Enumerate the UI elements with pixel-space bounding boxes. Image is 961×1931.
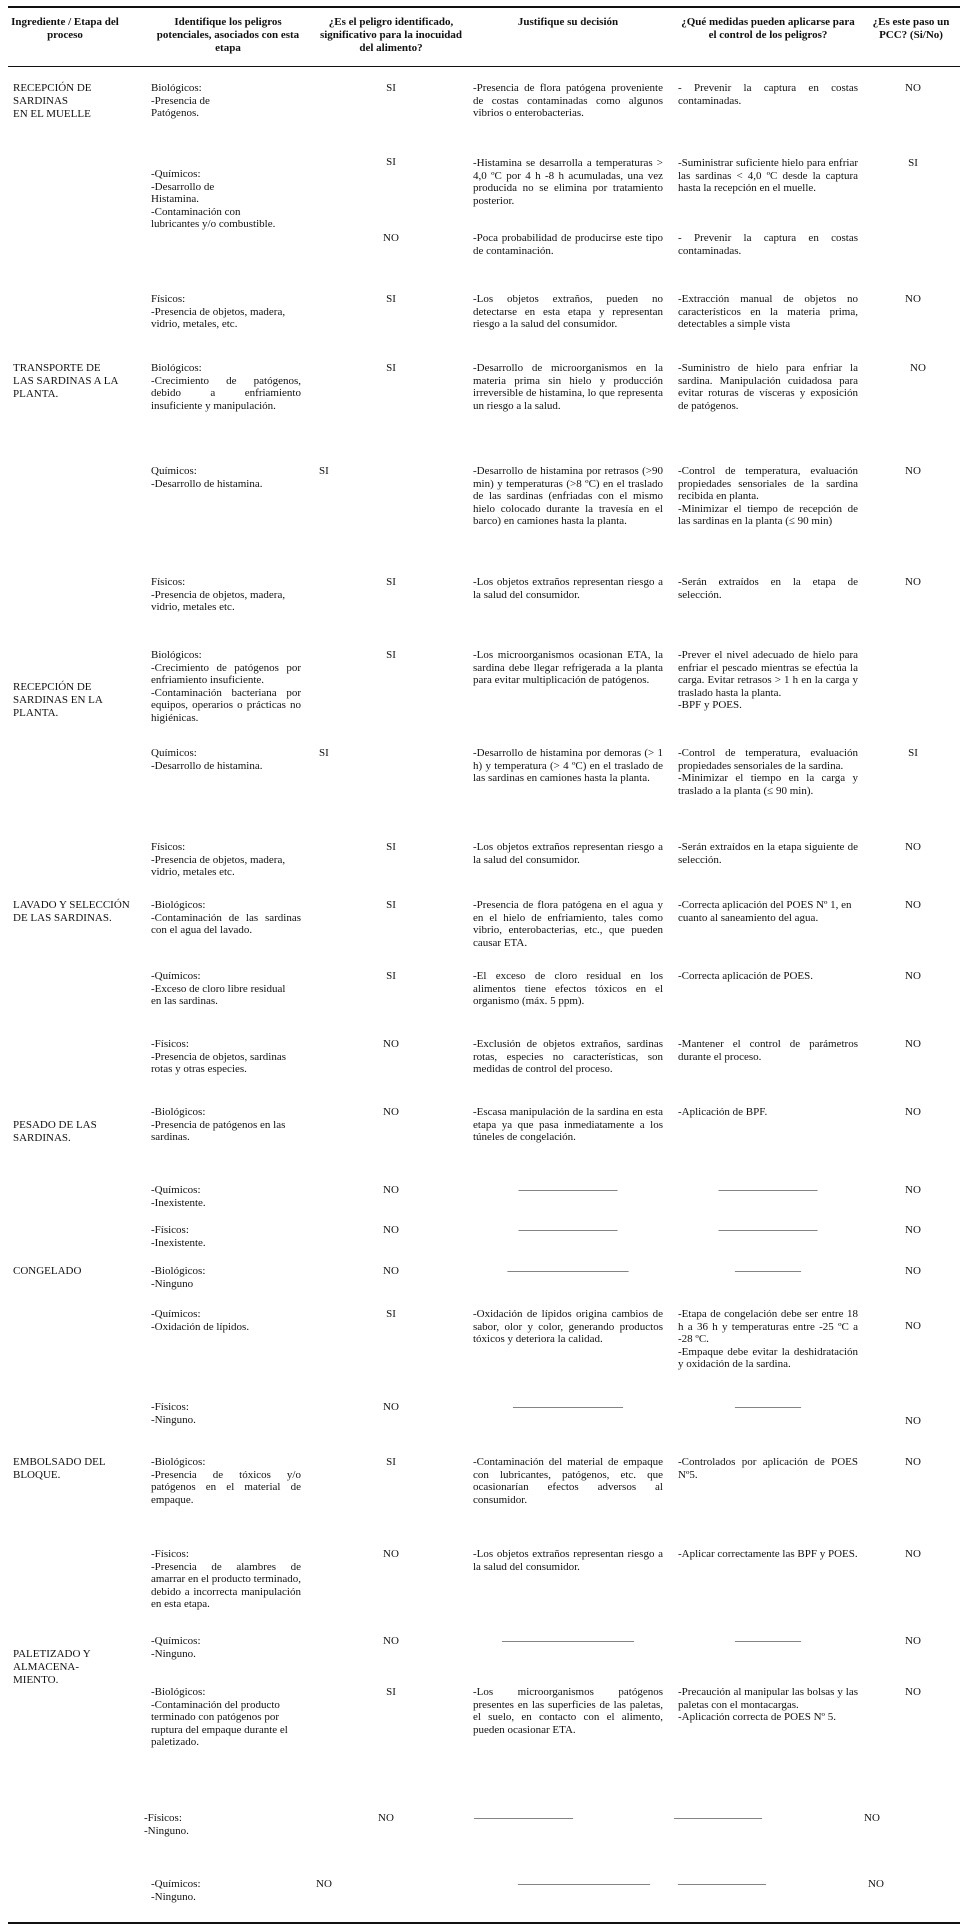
control-measure-cell: ————————: [678, 1878, 766, 1890]
significance-cell: SI: [386, 970, 396, 982]
control-measure-cell: -Serán extraídos en la etapa siguiente de selección.: [678, 841, 858, 866]
pcc-cell: NO: [905, 970, 921, 982]
significance-cell: NO: [378, 1812, 394, 1824]
justification-cell: ——————————: [513, 1401, 623, 1413]
justification-cell: -Presencia de flora patógena en el agua y en el hielo de enfriamiento, tales como vibrio, enterobacterias, etc., que pueden causar ETA.: [473, 899, 663, 949]
control-measure-cell: -Prever el nivel adecuado de hielo para enfriar el pescado mientras se efectúa la carga. Evitar retrasos > 1 h en la carga y traslado hasta la planta. -BPF y POES.: [678, 649, 858, 711]
hazard-cell: Biológicos: -Presencia de Patógenos.: [151, 82, 210, 119]
stage-name: RECEPCIÓN DE SARDINAS EN LA PLANTA.: [13, 681, 103, 719]
justification-cell: ————————————: [518, 1878, 650, 1890]
pcc-cell: NO: [868, 1878, 884, 1890]
pcc-cell: NO: [905, 465, 921, 477]
justification-cell: -Histamina se desarrolla a temperaturas > 4,0 ºC por 4 h -8 h acumuladas, una vez producida no se elimina por tratamiento posterior.: [473, 157, 663, 207]
hazard-cell: Físicos: -Presencia de objetos, madera, vidrio, metales etc.: [151, 576, 286, 613]
pcc-cell: NO: [905, 1635, 921, 1647]
pcc-cell: NO: [905, 899, 921, 911]
hazard-cell: -Físicos: -Presencia de alambres de amarrar en el producto terminado, debido a incorrecta manipulación en esta etapa.: [151, 1548, 301, 1610]
significance-cell: NO: [383, 1635, 399, 1647]
stage-name: PESADO DE LAS SARDINAS.: [13, 1119, 97, 1144]
pcc-cell: SI: [908, 747, 918, 759]
hazard-cell: -Biológicos: -Presencia de tóxicos y/o patógenos en el material de empaque.: [151, 1456, 301, 1506]
justification-cell: ———————————: [507, 1265, 629, 1277]
hazard-cell: -Químicos: -Ninguno.: [151, 1878, 201, 1903]
control-measure-cell: - Prevenir la captura en costas contaminadas.: [678, 232, 858, 257]
justification-cell: -Los objetos extraños representan riesgo a la salud del consumidor.: [473, 1548, 663, 1573]
significance-cell: SI: [386, 1456, 396, 1468]
header-hazards: Identifique los peligros potenciales, asociados con esta etapa: [156, 16, 300, 54]
control-measure-cell: -Suministro de hielo para enfriar la sardina. Manipulación cuidadosa para evitar roturas de vísceras y exposición de patógenos.: [678, 362, 858, 412]
pcc-cell: NO: [905, 1265, 921, 1277]
pcc-cell: NO: [905, 1320, 921, 1332]
justification-cell: —————————: [474, 1812, 573, 1824]
significance-cell: SI: [319, 747, 329, 759]
significance-cell: NO: [316, 1878, 332, 1890]
header-justify: Justifique su decisión: [517, 16, 619, 28]
justification-cell: -Desarrollo de microorganismos en la materia prima sin hielo y producción irreversible de histamina, lo que representa un riesgo a la salud.: [473, 362, 663, 412]
hazard-cell: -Químicos: -Exceso de cloro libre residual en las sardinas.: [151, 970, 286, 1007]
pcc-cell: NO: [905, 293, 921, 305]
significance-cell: SI: [386, 649, 396, 661]
control-measure-cell: - Prevenir la captura en costas contaminadas.: [678, 82, 858, 107]
control-measure-cell: ——————: [735, 1401, 801, 1413]
pcc-cell: NO: [905, 1415, 921, 1427]
control-measure-cell: —————————: [718, 1224, 818, 1236]
control-measure-cell: -Aplicar correctamente las BPF y POES.: [678, 1548, 858, 1560]
justification-cell: -Los microorganismos ocasionan ETA, la sardina debe llegar refrigerada a la planta para evitar multiplicación de patógenos.: [473, 649, 663, 686]
justification-cell: -Desarrollo de histamina por retrasos (>90 min) y temperaturas (>8 ºC) en el traslado de las sardinas (enfriadas con el mismo hielo colocado durante la travesía en el barco) en camiones hasta la planta.: [473, 465, 663, 527]
significance-cell: NO: [383, 232, 399, 244]
justification-cell: -Desarrollo de histamina por demoras (> 1 h) y temperatura (> 4 ºC) en el traslado de las sardinas en camiones hasta la planta.: [473, 747, 663, 784]
significance-cell: NO: [383, 1401, 399, 1413]
control-measure-cell: -Correcta aplicación del POES Nº 1, en cuanto al saneamiento del agua.: [678, 899, 852, 924]
significance-cell: SI: [386, 841, 396, 853]
hazard-cell: Físicos: -Presencia de objetos, madera, vidrio, metales etc.: [151, 841, 286, 878]
significance-cell: SI: [386, 576, 396, 588]
significance-cell: SI: [386, 1308, 396, 1320]
control-measure-cell: -Precaución al manipular las bolsas y las paletas con el montacargas. -Aplicación correcta de POES Nº 5.: [678, 1686, 858, 1723]
pcc-cell: NO: [905, 1456, 921, 1468]
hazard-cell: -Químicos: -Oxidación de lípidos.: [151, 1308, 250, 1333]
significance-cell: SI: [386, 293, 396, 305]
significance-cell: NO: [383, 1548, 399, 1560]
pcc-cell: NO: [905, 1106, 921, 1118]
control-measure-cell: ——————: [735, 1635, 801, 1647]
hazard-cell: -Físicos: -Ninguno.: [144, 1812, 189, 1837]
haccp-hazard-table: [8, 6, 960, 1928]
stage-name: LAVADO Y SELECCIÓN DE LAS SARDINAS.: [13, 899, 130, 924]
significance-cell: NO: [383, 1038, 399, 1050]
hazard-cell: -Químicos: -Ninguno.: [151, 1635, 201, 1660]
pcc-cell: NO: [905, 82, 921, 94]
significance-cell: SI: [319, 465, 329, 477]
pcc-cell: NO: [905, 1548, 921, 1560]
pcc-cell: NO: [910, 362, 926, 374]
hazard-cell: -Biológicos: -Contaminación del producto terminado con patógenos por ruptura del empaque durante el paletizado.: [151, 1686, 288, 1748]
hazard-cell: Químicos: -Desarrollo de histamina.: [151, 747, 263, 772]
justification-cell: ————————————: [502, 1635, 634, 1647]
control-measure-cell: -Control de temperatura, evaluación propiedades sensoriales de la sardina. -Minimizar el tiempo en la carga y traslado a la planta (≤ 90 min).: [678, 747, 858, 797]
control-measure-cell: -Mantener el control de parámetros durante el proceso.: [678, 1038, 858, 1063]
significance-cell: NO: [383, 1265, 399, 1277]
stage-name: PALETIZADO Y ALMACENA- MIENTO.: [13, 1648, 91, 1686]
justification-cell: —————————: [518, 1184, 618, 1196]
justification-cell: -Oxidación de lípidos origina cambios de sabor, olor y color, generando productos tóxicos y deteriora la calidad.: [473, 1308, 663, 1345]
justification-cell: -Poca probabilidad de producirse este tipo de contaminación.: [473, 232, 663, 257]
stage-name: EMBOLSADO DEL BLOQUE.: [13, 1456, 106, 1481]
hazard-cell: Biológicos: -Crecimiento de patógenos por enfriamiento insuficiente. -Contaminación bacteriana por equipos, operarios o prácticas no higiénicas.: [151, 649, 301, 724]
pcc-cell: NO: [905, 1224, 921, 1236]
significance-cell: SI: [386, 156, 396, 168]
bottom-rule: [8, 1922, 960, 1924]
justification-cell: -El exceso de cloro residual en los alimentos tiene efectos tóxicos en el organismo (máx. 5 ppm).: [473, 970, 663, 1007]
significance-cell: NO: [383, 1224, 399, 1236]
control-measure-cell: -Correcta aplicación de POES.: [678, 970, 814, 982]
hazard-cell: Químicos: -Desarrollo de histamina.: [151, 465, 263, 490]
control-measure-cell: -Extracción manual de objetos no característicos en la materia prima, detectables a simple vista: [678, 293, 858, 330]
hazard-cell: Físicos: -Presencia de objetos, madera, vidrio, metales, etc.: [151, 293, 286, 330]
justification-cell: -Los objetos extraños representan riesgo a la salud del consumidor.: [473, 841, 663, 866]
hazard-cell: -Químicos: -Inexistente.: [151, 1184, 206, 1209]
pcc-cell: NO: [905, 576, 921, 588]
stage-name: CONGELADO: [13, 1265, 82, 1277]
control-measure-cell: -Etapa de congelación debe ser entre 18 h a 36 h y temperaturas entre -25 ºC a -28 ºC. -Empaque debe evitar la deshidratación y oxidación de la sardina.: [678, 1308, 858, 1370]
hazard-cell: -Biológicos: -Presencia de patógenos en las sardinas.: [151, 1106, 286, 1143]
pcc-cell: NO: [905, 1038, 921, 1050]
justification-cell: —————————: [518, 1224, 618, 1236]
control-measure-cell: -Controlados por aplicación de POES Nº5.: [678, 1456, 858, 1481]
hazard-cell: -Físicos: -Inexistente.: [151, 1224, 206, 1249]
header-significant: ¿Es el peligro identificado, significativo para la inocuidad del alimento?: [319, 16, 463, 54]
pcc-cell: NO: [905, 1686, 921, 1698]
control-measure-cell: ——————: [735, 1265, 801, 1277]
pcc-cell: NO: [905, 841, 921, 853]
justification-cell: -Los microorganismos patógenos presentes en las superficies de las paletas, el suelo, en contacto con el alimento, pueden ocasionar ETA.: [473, 1686, 663, 1736]
justification-cell: -Escasa manipulación de la sardina en esta etapa ya que pasa inmediatamente a los túneles de congelación.: [473, 1106, 663, 1143]
header-measures: ¿Qué medidas pueden aplicarse para el control de los peligros?: [681, 16, 855, 41]
control-measure-cell: -Control de temperatura, evaluación propiedades sensoriales de la sardina recibida en planta. -Minimizar el tiempo de recepción de las sardinas en la planta (≤ 90 min): [678, 465, 858, 527]
hazard-cell: -Biológicos: -Contaminación de las sardinas con el agua del lavado.: [151, 899, 301, 936]
hazard-cell: -Físicos: -Presencia de objetos, sardinas rotas y otras especies.: [151, 1038, 287, 1075]
control-measure-cell: -Aplicación de BPF.: [678, 1106, 768, 1118]
pcc-cell: NO: [864, 1812, 880, 1824]
stage-name: RECEPCIÓN DE SARDINAS EN EL MUELLE: [13, 82, 92, 120]
justification-cell: -Exclusión de objetos extraños, sardinas rotas, especies no características, son medidas de control del proceso.: [473, 1038, 663, 1075]
significance-cell: SI: [386, 82, 396, 94]
hazard-cell: -Biológicos: -Ninguno: [151, 1265, 206, 1290]
control-measure-cell: -Suministrar suficiente hielo para enfriar las sardinas < 4,0 ºC desde la captura hasta la recepción en el muelle.: [678, 157, 858, 194]
significance-cell: SI: [386, 362, 396, 374]
header-stage: Ingrediente / Etapa del proceso: [11, 16, 119, 41]
hazard-cell: Biológicos: -Crecimiento de patógenos, debido a enfriamiento insuficiente y manipulación.: [151, 362, 301, 412]
justification-cell: -Contaminación del material de empaque con lubricantes, patógenos, etc. que ocasionarían efectos adversos al consumidor.: [473, 1456, 663, 1506]
justification-cell: -Presencia de flora patógena proveniente de costas contaminadas como algunos vibrios o enterobacterias.: [473, 82, 663, 119]
significance-cell: SI: [386, 1686, 396, 1698]
control-measure-cell: ————————: [674, 1812, 762, 1824]
justification-cell: -Los objetos extraños, pueden no detectarse en esta etapa y representan riesgo a la salud del consumidor.: [473, 293, 663, 330]
top-rule: [8, 6, 960, 8]
hazard-cell: -Químicos: -Desarrollo de Histamina. -Contaminación con lubricantes y/o combustible.: [151, 168, 276, 230]
control-measure-cell: —————————: [718, 1184, 818, 1196]
control-measure-cell: -Serán extraídos en la etapa de selección.: [678, 576, 858, 601]
header-rule: [8, 66, 960, 67]
hazard-cell: -Físicos: -Ninguno.: [151, 1401, 196, 1426]
significance-cell: NO: [383, 1106, 399, 1118]
stage-name: TRANSPORTE DE LAS SARDINAS A LA PLANTA.: [13, 362, 118, 400]
justification-cell: -Los objetos extraños representan riesgo a la salud del consumidor.: [473, 576, 663, 601]
significance-cell: NO: [383, 1184, 399, 1196]
pcc-cell: SI: [908, 157, 918, 169]
pcc-cell: NO: [905, 1184, 921, 1196]
header-pcc: ¿Es este paso un PCC? (Si/No): [872, 16, 950, 41]
significance-cell: SI: [386, 899, 396, 911]
